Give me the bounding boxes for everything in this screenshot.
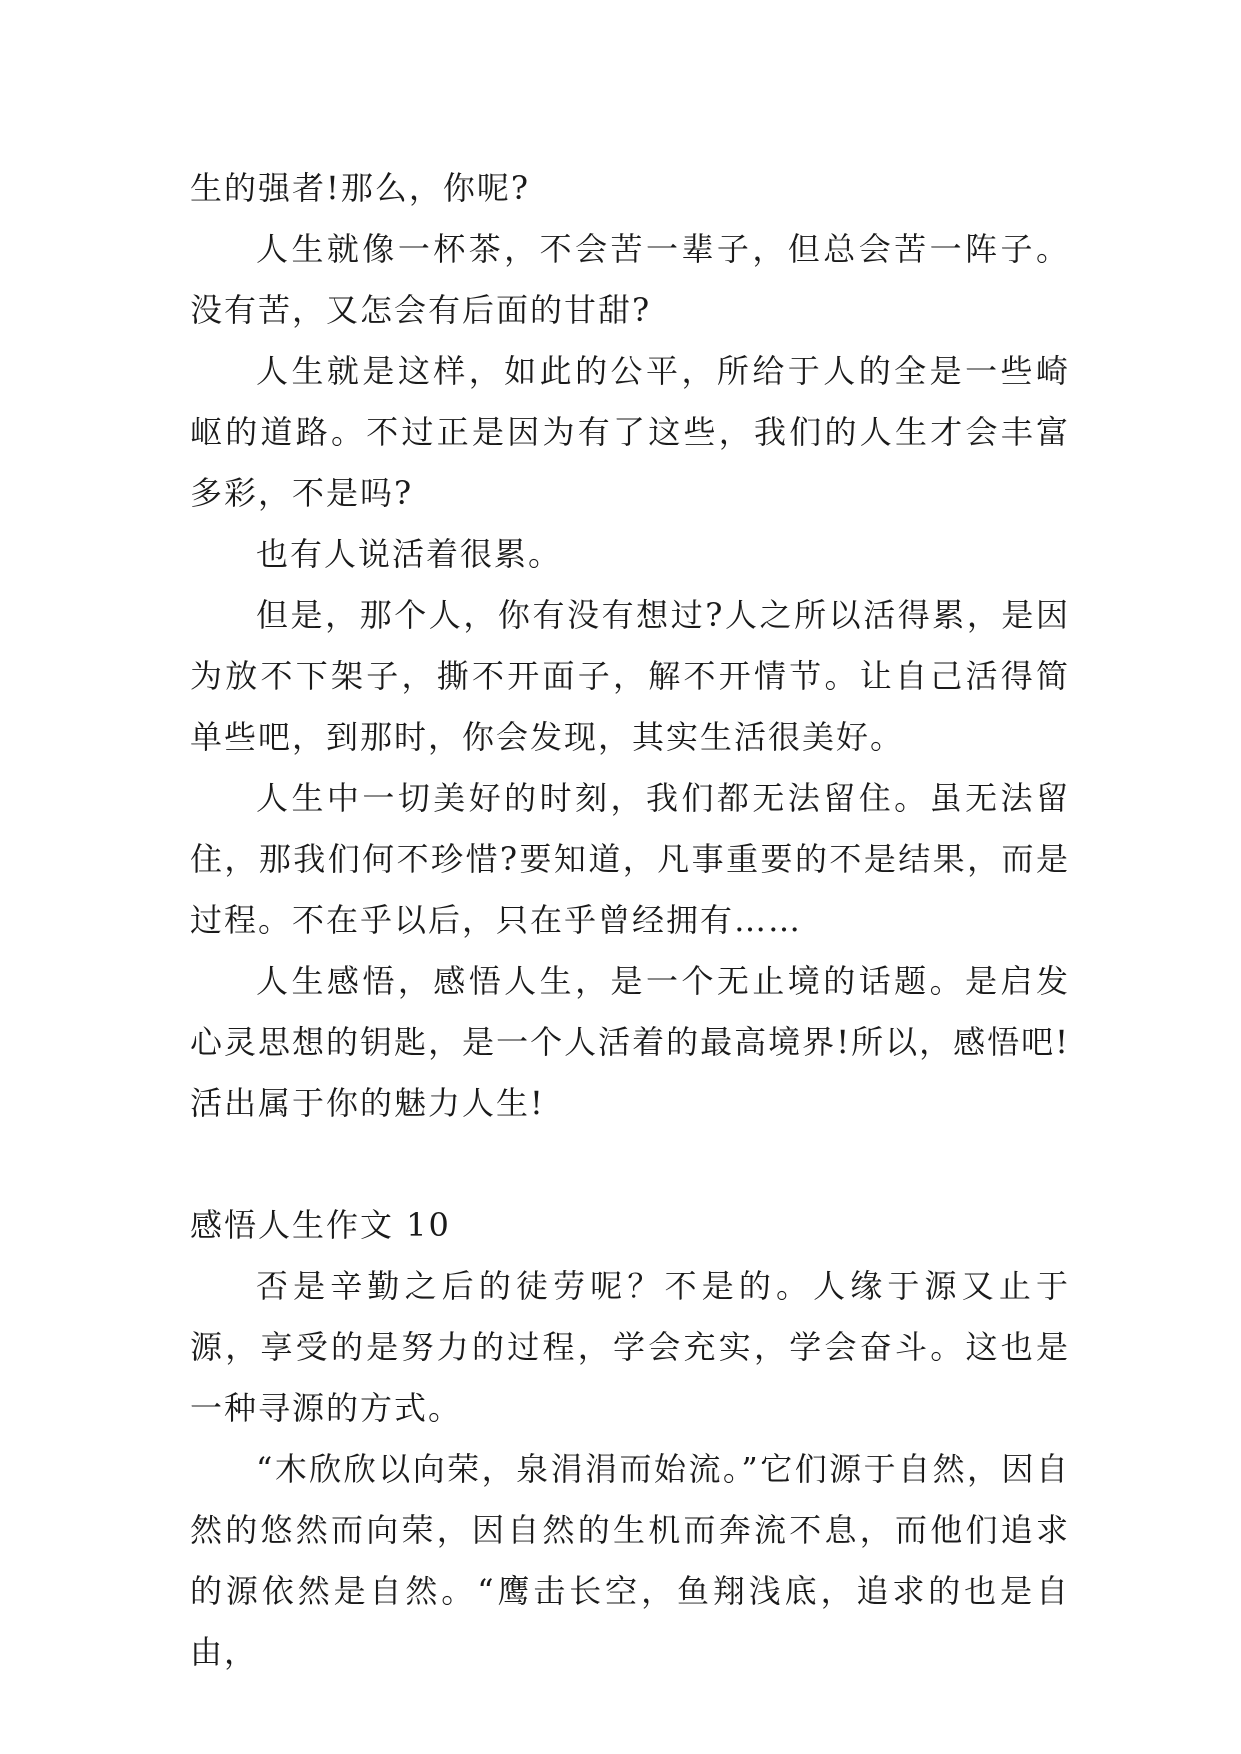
paragraph: “木欣欣以向荣，泉涓涓而始流。”它们源于自然，因自然的悠然而向荣，因自然的生机而奔流不息，而他们追求的源依然是自然。“鹰击长空，鱼翔浅底，追求的也是自由， <box>190 1450 1070 1671</box>
paragraph: 也有人说活着很累。 <box>256 535 563 573</box>
paragraph: 但是，那个人，你有没有想过?人之所以活得累，是因为放不下架子，撕不开面子，解不开情节。让自己活得简单些吧，到那时，你会发现，其实生活很美好。 <box>190 596 1070 756</box>
paragraph: 人生感悟，感悟人生，是一个无止境的话题。是启发心灵思想的钥匙，是一个人活着的最高境界!所以，感悟吧!活出属于你的魅力人生! <box>190 962 1070 1122</box>
paragraph: 生的强者!那么，你呢? <box>190 169 531 207</box>
paragraph: 人生中一切美好的时刻，我们都无法留住。虽无法留住，那我们何不珍惜?要知道，凡事重要的不是结果，而是过程。不在乎以后，只在乎曾经拥有…… <box>190 779 1070 939</box>
paragraph: 人生就是这样，如此的公平，所给于人的全是一些崎岖的道路。不过正是因为有了这些，我们的人生才会丰富多彩，不是吗? <box>190 352 1070 512</box>
paragraph: 否是辛勤之后的徒劳呢？不是的。人缘于源又止于源，享受的是努力的过程，学会充实，学会奋斗。这也是一种寻源的方式。 <box>190 1267 1070 1427</box>
document-body <box>190 158 1070 1683</box>
paragraph: 人生就像一杯茶，不会苦一辈子，但总会苦一阵子。没有苦，又怎会有后面的甘甜? <box>190 230 1070 329</box>
section-title: 感悟人生作文 10 <box>190 1206 451 1244</box>
